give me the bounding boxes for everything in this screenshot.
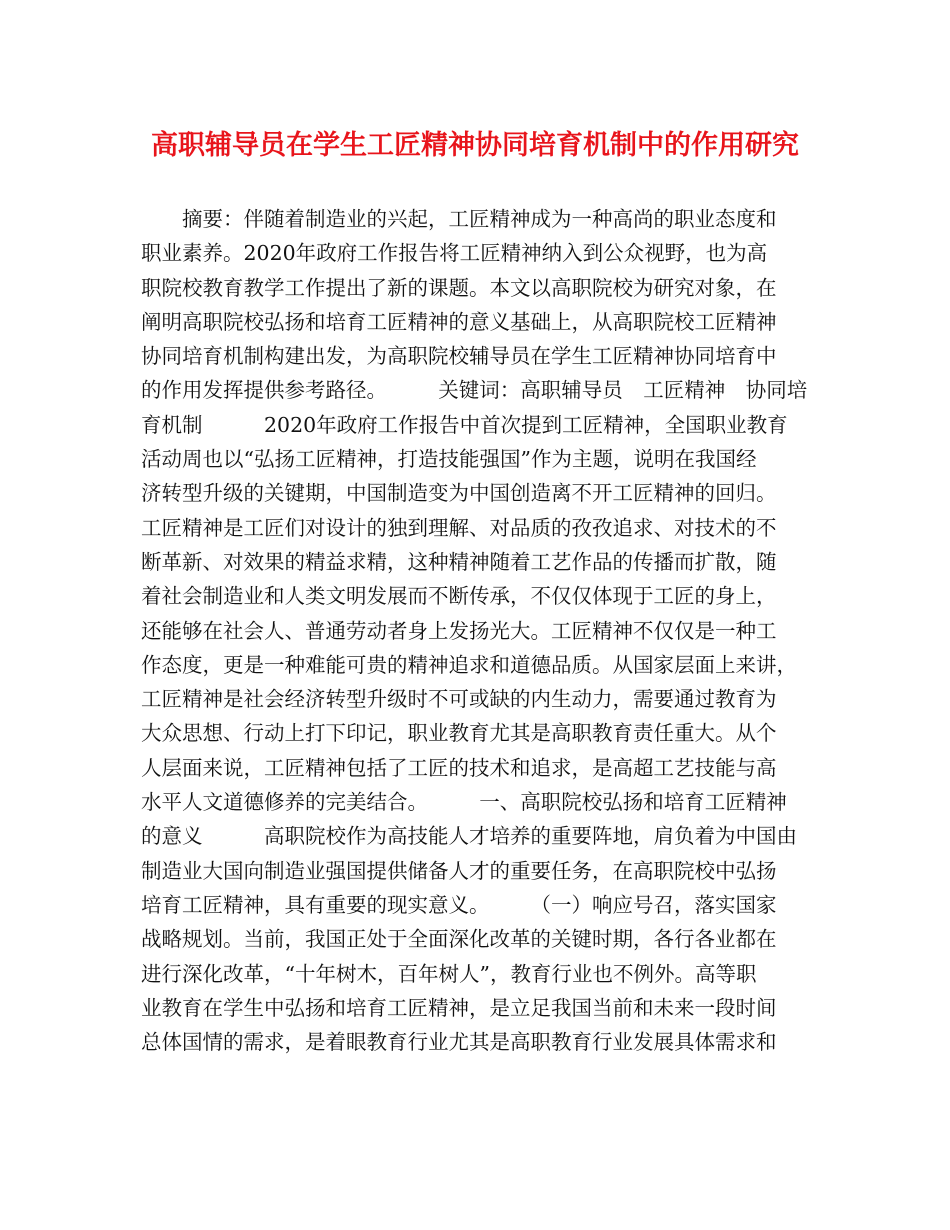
body-line: 育机制 2020年政府工作报告中首次提到工匠精神，全国职业教育 (141, 412, 788, 437)
body-line: 职院校教育教学工作提出了新的课题。本文以高职院校为研究对象，在 (141, 275, 777, 300)
body-line: 培育工匠精神，具有重要的现实意义。 （一）响应号召，落实国家 (141, 892, 777, 917)
body-line: 战略规划。当前，我国正处于全面深化改革的关键时期，各行各业都在 (141, 927, 777, 952)
body-line: 水平人文道德修养的完美结合。 一、高职院校弘扬和培育工匠精神 (141, 790, 787, 815)
body-line: 工匠精神是社会经济转型升级时不可或缺的内生动力，需要通过教育为 (141, 687, 777, 712)
document-body (141, 202, 817, 1059)
body-line: 总体国情的需求，是着眼教育行业尤其是高职教育行业发展具体需求和 (141, 1030, 777, 1055)
body-line: 业教育在学生中弘扬和培育工匠精神，是立足我国当前和未来一段时间 (141, 995, 777, 1020)
body-line: 的作用发挥提供参考路径。 关键词：高职辅导员 工匠精神 协同培 (141, 378, 808, 403)
document-title: 高职辅导员在学生工匠精神协同培育机制中的作用研究 (151, 130, 799, 161)
body-line: 协同培育机制构建出发，为高职院校辅导员在学生工匠精神协同培育中 (141, 344, 777, 369)
body-line: 制造业大国向制造业强国提供储备人才的重要任务，在高职院校中弘扬 (141, 858, 777, 883)
body-line: 作态度，更是一种难能可贵的精神追求和道德品质。从国家层面上来讲， (141, 652, 797, 677)
body-line: 工匠精神是工匠们对设计的独到理解、对品质的孜孜追求、对技术的不 (141, 515, 777, 540)
body-line: 的意义 高职院校作为高技能人才培养的重要阵地，肩负着为中国由 (141, 824, 797, 849)
body-line: 摘要：伴随着制造业的兴起，工匠精神成为一种高尚的职业态度和 (141, 207, 777, 231)
body-line: 断革新、对效果的精益求精，这种精神随着工艺作品的传播而扩散，随 (141, 549, 777, 574)
body-line: 济转型升级的关键期，中国制造变为中国创造离不开工匠精神的回归。 (141, 481, 777, 506)
body-line: 进行深化改革，“十年树木，百年树人”，教育行业也不例外。高等职 (141, 961, 757, 986)
body-line: 着社会制造业和人类文明发展而不断传承，不仅仅体现于工匠的身上， (141, 584, 777, 609)
body-line: 阐明高职院校弘扬和培育工匠精神的意义基础上，从高职院校工匠精神 (141, 309, 777, 334)
body-line: 职业素养。2020年政府工作报告将工匠精神纳入到公众视野，也为高 (141, 241, 768, 266)
body-line: 活动周也以“弘扬工匠精神，打造技能强国”作为主题，说明在我国经 (141, 447, 757, 472)
body-line: 大众思想、行动上打下印记，职业教育尤其是高职教育责任重大。从个 (141, 721, 777, 746)
body-line: 人层面来说，工匠精神包括了工匠的技术和追求，是高超工艺技能与高 (141, 755, 777, 780)
body-line: 还能够在社会人、普通劳动者身上发扬光大。工匠精神不仅仅是一种工 (141, 618, 777, 643)
